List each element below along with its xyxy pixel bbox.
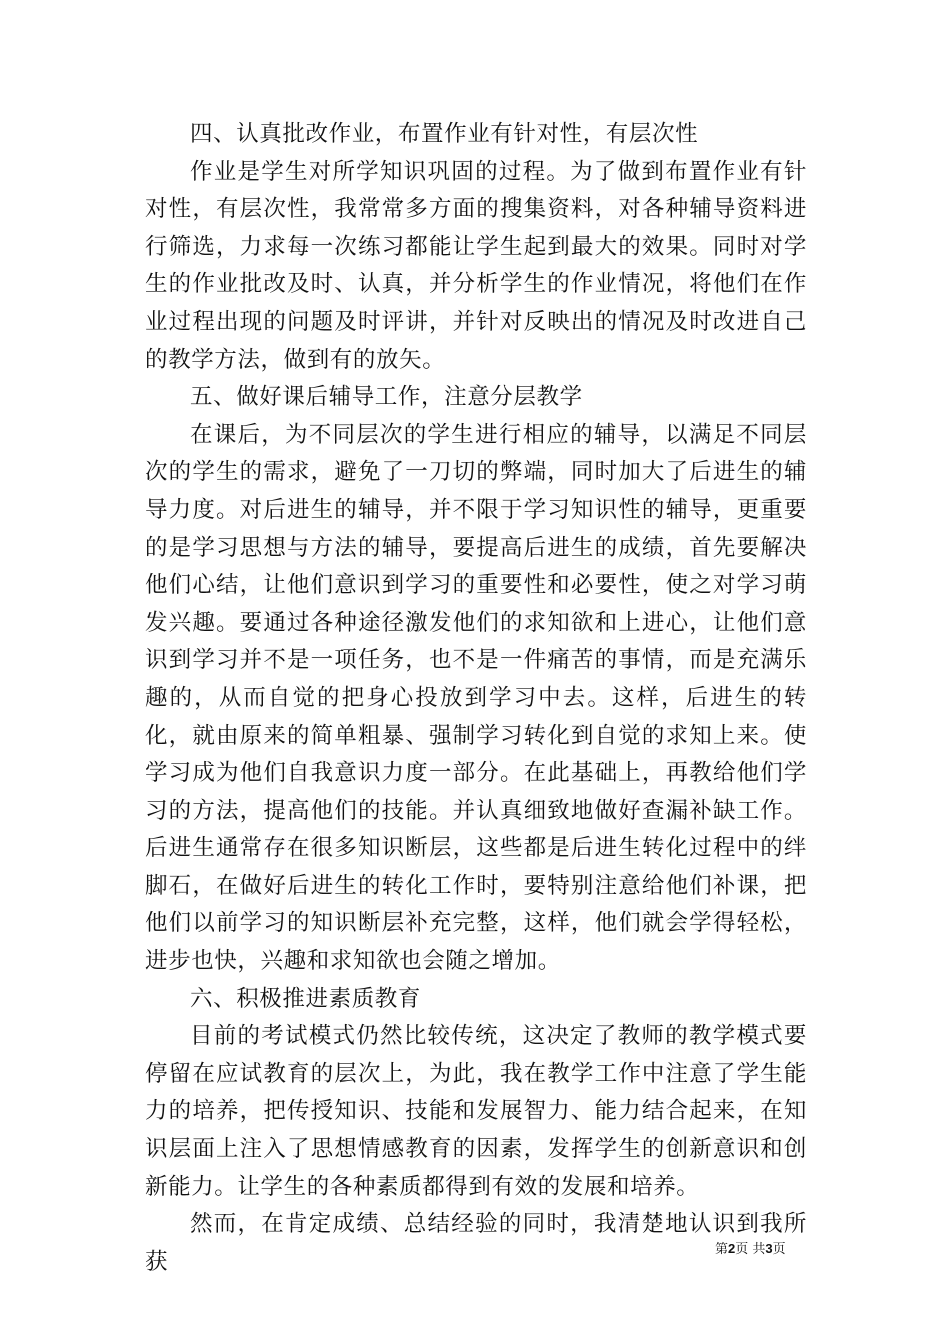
section-heading-5: 五、做好课后辅导工作，注意分层教学 bbox=[190, 384, 583, 411]
paragraph-quality-education: 目前的考试模式仍然比较传统，这决定了教师的教学模式要停留在应试教育的层次上，为此，我在教学工作中注意了学生能力的培养，把传授知识、技能和发展智力、能力结合起来，在知识层面上注入了思想情感教育的因素，发挥学生的创新意识和创新能力。让学生的各种素质都得到有效的发展和培养。 bbox=[145, 1023, 807, 1200]
section-heading-4: 四、认真批改作业，布置作业有针对性，有层次性 bbox=[190, 121, 699, 147]
paragraph-conclusion: 然而，在肯定成绩、总结经验的同时，我清楚地认识到我所获 bbox=[145, 1211, 807, 1275]
footer-suffix: 页 bbox=[772, 1242, 786, 1257]
footer-prefix: 第 bbox=[715, 1242, 729, 1257]
footer-middle: 页 共 bbox=[735, 1242, 766, 1257]
page-footer bbox=[715, 1238, 786, 1257]
footer-total-pages: 3 bbox=[765, 1241, 773, 1256]
section-heading-6: 六、积极推进素质教育 bbox=[190, 985, 422, 1012]
document-body bbox=[145, 116, 807, 1281]
paragraph-homework: 作业是学生对所学知识巩固的过程。为了做到布置作业有针对性，有层次性，我常常多方面的搜集资料，对各种辅导资料进行筛选，力求每一次练习都能让学生起到最大的效果。同时对学生的作业批改及时、认真，并分析学生的作业情况，将他们在作业过程出现的问题及时评讲，并针对反映出的情况及时改进自己的教学方法，做到有的放矢。 bbox=[145, 158, 807, 373]
footer-current-page: 2 bbox=[728, 1241, 736, 1256]
paragraph-tutoring: 在课后，为不同层次的学生进行相应的辅导，以满足不同层次的学生的需求，避免了一刀切的弊端，同时加大了后进生的辅导力度。对后进生的辅导，并不限于学习知识性的辅导，更重要的是学习思想与方法的辅导，要提高后进生的成绩，首先要解决他们心结，让他们意识到学习的重要性和必要性，使之对学习萌发兴趣。要通过各种途径激发他们的求知欲和上进心，让他们意识到学习并不是一项任务，也不是一件痛苦的事情，而是充满乐趣的，从而自觉的把身心投放到学习中去。这样，后进生的转化，就由原来的简单粗暴、强制学习转化到自觉的求知上来。使学习成为他们自我意识力度一部分。在此基础上，再教给他们学习的方法，提高他们的技能。并认真细致地做好查漏补缺工作。后进生通常存在很多知识断层，这些都是后进生转化过程中的绊脚石，在做好后进生的转化工作时，要特别注意给他们补课，把他们以前学习的知识断层补充完整，这样，他们就会学得轻松，进步也快，兴趣和求知欲也会随之增加。 bbox=[145, 421, 807, 975]
